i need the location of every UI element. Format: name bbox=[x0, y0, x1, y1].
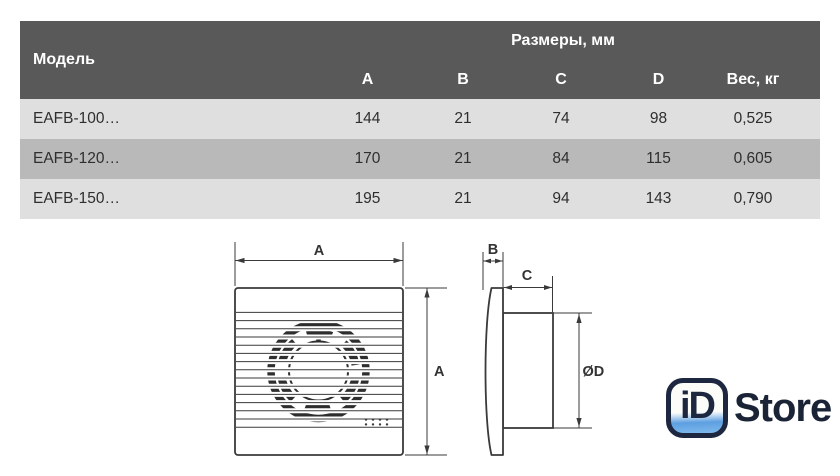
value-cell-a: 170 bbox=[354, 150, 381, 167]
dimension-duct-length-C bbox=[504, 268, 553, 312]
value-cell-d: 143 bbox=[645, 190, 672, 207]
column-header-a: A bbox=[320, 60, 415, 99]
table-row bbox=[20, 179, 820, 219]
logo-badge-text: iD bbox=[680, 385, 714, 427]
group-header-dimensions: Размеры, мм bbox=[320, 21, 820, 60]
value-cell-d: 98 bbox=[649, 110, 668, 127]
value-cell-c: 94 bbox=[552, 190, 570, 207]
svg-text:C: C bbox=[521, 268, 533, 284]
value-cell-c: 84 bbox=[552, 150, 570, 167]
fan-side-view bbox=[483, 242, 604, 455]
svg-text:A: A bbox=[434, 364, 445, 380]
table-row bbox=[20, 139, 820, 179]
svg-text:B: B bbox=[487, 242, 499, 258]
dimension-width-A bbox=[235, 242, 403, 286]
fan-front-view bbox=[235, 242, 447, 455]
svg-text:A: A bbox=[313, 243, 325, 259]
column-header-model: Модель bbox=[20, 21, 320, 99]
column-header-weight: Вес, кг bbox=[706, 60, 820, 99]
store-logo bbox=[666, 378, 831, 438]
svg-text:ØD: ØD bbox=[582, 364, 605, 380]
value-cell-d: 115 bbox=[646, 150, 671, 167]
model-cell: EAFB-150… bbox=[33, 190, 121, 207]
value-cell-c: 74 bbox=[552, 110, 570, 127]
dimension-depth-B bbox=[483, 242, 503, 290]
value-cell-weight: 0,525 bbox=[733, 110, 773, 127]
model-cell: EAFB-100… bbox=[33, 110, 121, 127]
column-header-d: D bbox=[611, 60, 706, 99]
value-cell-b: 21 bbox=[454, 110, 472, 127]
value-cell-b: 21 bbox=[454, 190, 472, 207]
table-row bbox=[20, 99, 820, 139]
value-cell-weight: 0,790 bbox=[733, 190, 773, 207]
logo-badge-icon bbox=[666, 378, 728, 438]
dimension-duct-diameter-D bbox=[553, 313, 604, 428]
value-cell-weight: 0,605 bbox=[733, 150, 773, 167]
column-header-b: B bbox=[415, 60, 511, 99]
dimensions-table bbox=[20, 21, 820, 219]
value-cell-a: 195 bbox=[354, 190, 381, 207]
value-cell-b: 21 bbox=[454, 150, 472, 167]
logo-store-text: Store bbox=[734, 385, 832, 430]
model-cell: EAFB-120… bbox=[33, 150, 121, 167]
column-header-c: C bbox=[511, 60, 611, 99]
value-cell-a: 144 bbox=[354, 110, 381, 127]
dimension-height-A bbox=[405, 288, 447, 455]
